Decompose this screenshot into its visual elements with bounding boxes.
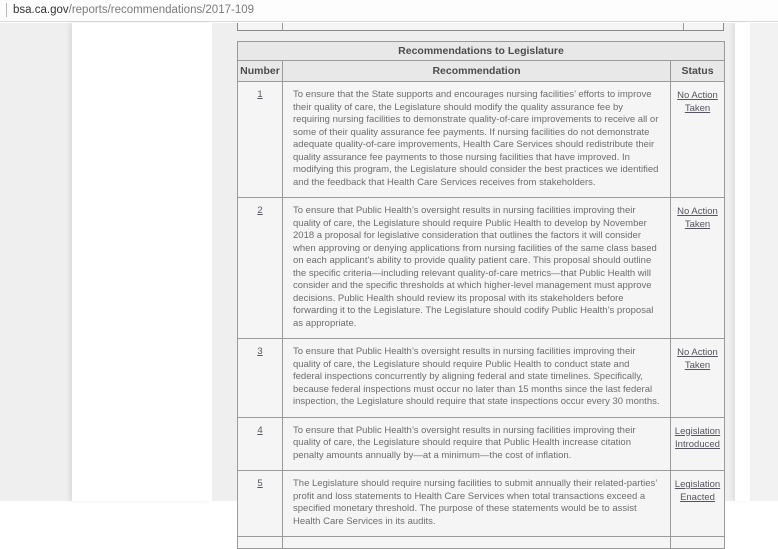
column-header-number: Number xyxy=(238,61,283,82)
column-header-recommendation: Recommendation xyxy=(283,61,671,82)
table-header-row xyxy=(238,61,725,82)
table-row-4 xyxy=(238,417,725,471)
column-header-status: Status xyxy=(671,61,725,82)
browser-url-bar[interactable] xyxy=(0,0,778,22)
recommendation-3-status-link[interactable]: No Action Taken xyxy=(677,347,718,371)
left-blank-panel xyxy=(72,23,212,501)
recommendation-2-number-link[interactable]: 2 xyxy=(257,205,262,216)
recommendation-4-status-link[interactable]: Legislation Introduced xyxy=(675,426,720,450)
recommendation-3-text: To ensure that Public Health’s oversight results in nursing facilities improving their quality of care, the Legislature should require Public Health to conduct state and federal inspections concurrently by aligning federal and state timelines. Specifically, because federal inspections must occur no later than 15 months since the last federal inspection, the Legislature should require that state inspections occur every 30 months. xyxy=(283,339,671,418)
url-domain: bsa.ca.gov xyxy=(13,4,69,16)
previous-table-column-divider xyxy=(683,23,684,30)
recommendation-2-status-link[interactable]: No Action Taken xyxy=(677,206,718,230)
recommendations-to-legislature-table xyxy=(237,41,725,549)
previous-table-column-divider xyxy=(282,23,283,30)
previous-table-bottom-edge xyxy=(237,23,724,31)
page-url xyxy=(13,4,254,16)
right-blank-strip xyxy=(735,23,750,501)
recommendation-4-number-link[interactable]: 4 xyxy=(257,425,262,436)
recommendation-5-text: The Legislature should require nursing facilities to submit annually their related-parties’ profit and loss statements to Health Care Services when total transactions exceed a specified monetary threshold. The purpose of these statements would be to assist Health Care Services in its audits. xyxy=(283,471,671,537)
right-background-area xyxy=(750,23,778,501)
recommendation-4-text: To ensure that Public Health’s oversight results in nursing facilities improving their quality of care, the Legislature should require that Public Health increase citation penalty amounts annually by—at a minimum—the cost of inflation. xyxy=(283,417,671,471)
tables-column xyxy=(237,23,724,549)
table-row-2 xyxy=(238,198,725,339)
table-row-3 xyxy=(238,339,725,418)
recommendation-5-status-link[interactable]: Legislation Enacted xyxy=(675,479,720,503)
recommendation-5-number-link[interactable]: 5 xyxy=(257,478,262,489)
table-row-1 xyxy=(238,82,725,198)
page-content xyxy=(0,23,778,501)
table-row-6-partial xyxy=(238,537,725,549)
table-title-row xyxy=(238,42,725,61)
table-title: Recommendations to Legislature xyxy=(238,42,725,61)
url-bar-divider-icon xyxy=(6,3,7,17)
recommendation-1-status-link[interactable]: No Action Taken xyxy=(677,90,718,114)
table-row-5 xyxy=(238,471,725,537)
recommendation-2-text: To ensure that Public Health’s oversight results in nursing facilities improving their quality of care, the Legislature should require Public Health to develop by November 2018 a proposal for legislative consideration that outlines the factors it will consider when approving or denying applications from nursing facilities of the same class based on each applicant’s ability to provide quality patient care. This proposal should outline the specific criteria—including relevant quality-of-care metrics—that Public Health will consider and the specific thresholds at which higher-level management must approve decisions. Public Health should review its proposal with its stakeholders before forwarding it to the Legislature. The Legislature should codify Public Health’s proposal as appropriate. xyxy=(283,198,671,339)
url-path: /reports/recommendations/2017-109 xyxy=(69,4,254,16)
recommendation-3-number-link[interactable]: 3 xyxy=(257,346,262,357)
recommendation-1-text: To ensure that the State supports and encourages nursing facilities’ efforts to improve their quality of care, the Legislature should modify the quality assurance fee by requiring nursing facilities to demonstrate quality-of-care improvements to receive all or some of their quality assurance fee payments. If nursing facilities do not demonstrate adequate quality-of-care improvements, Health Care Services should redistribute their quality assurance fee payments to those nursing facilities that have improved. In modifying this program, the Legislature should consider the best practices we identified and the feedback that Health Care Services receives from stakeholders. xyxy=(283,82,671,198)
recommendation-1-number-link[interactable]: 1 xyxy=(257,89,262,100)
